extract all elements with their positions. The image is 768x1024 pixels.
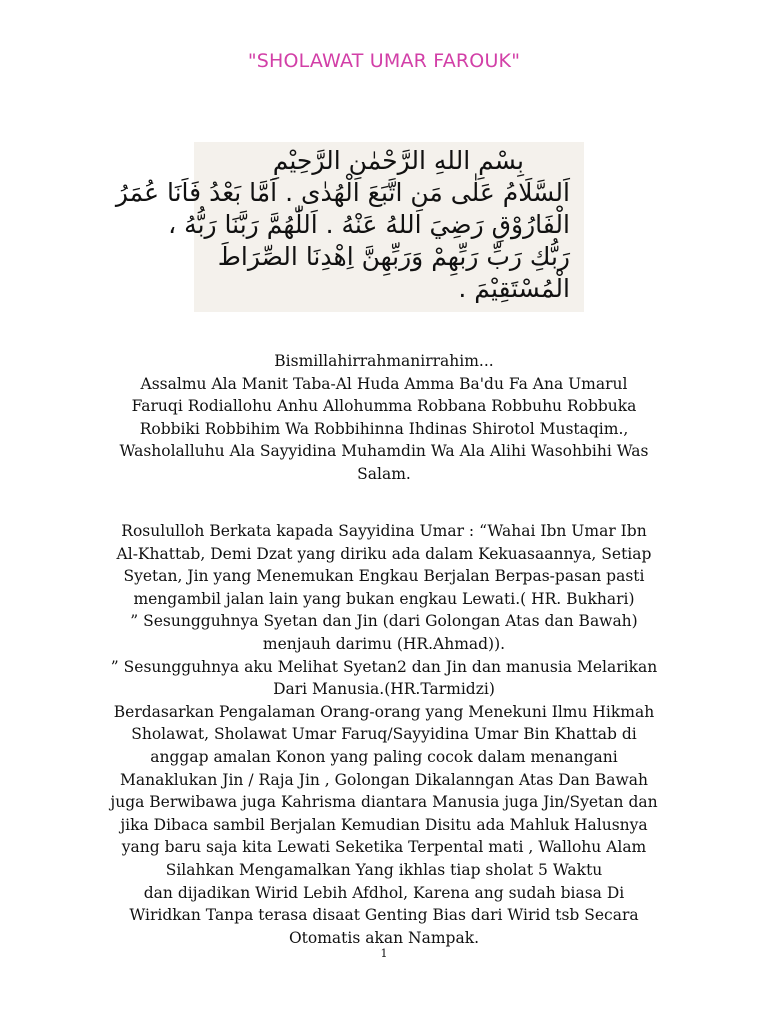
text-line: ” Sesungguhnya Syetan dan Jin (dari Golongan Atas dan Bawah) bbox=[130, 612, 638, 631]
text-line: Syetan, Jin yang Menemukan Engkau Berjalan Berpas-pasan pasti bbox=[123, 567, 645, 586]
text-line: Bismillahirrahmanirrahim... bbox=[274, 352, 494, 370]
arabic-line: الْفَارُوْقِ رَضِيَ اللهُ عَنْهُ . اَللّٰهُمَّ رَبَّنَا رَبُّهُ ، bbox=[168, 210, 570, 239]
arabic-line: بِسْمِ اللهِ الرَّحْمٰنِ الرَّحِيْمِ bbox=[272, 146, 524, 175]
text-line: Assalmu Ala Manit Taba-Al Huda Amma Ba'du Fa Ana Umarul bbox=[140, 374, 628, 393]
text-line: anggap amalan Konon yang paling cocok dalam menangani bbox=[150, 747, 618, 766]
text-line: Washolalluhu Ala Sayyidina Muhamdin Wa Ala Alihi Wasohbihi Was bbox=[119, 442, 649, 461]
text-line: Manaklukan Jin / Raja Jin , Golongan Dikalanngan Atas Dan Bawah bbox=[120, 770, 648, 789]
arabic-line: رَبُّكِ رَبِّ رَبِّهِمْ وَرَبِّهِنَّ اِهْدِنَا الصِّرَاطَ bbox=[217, 242, 570, 271]
text-line: juga Berwibawa juga Kahrisma diantara Manusia juga Jin/Syetan dan bbox=[110, 793, 658, 812]
text-line: Berdasarkan Pengalaman Orang-orang yang Menekuni Ilmu Hikmah bbox=[113, 702, 655, 721]
text-line: Faruqi Rodiallohu Anhu Allohumma Robbana Robbuhu Robbuka bbox=[131, 397, 637, 416]
text-line: jika Dibaca sambil Berjalan Kemudian Disitu ada Mahluk Halusnya bbox=[120, 815, 648, 834]
arabic-text-image bbox=[115, 142, 584, 312]
page-number: 1 bbox=[380, 947, 388, 960]
text-line: Wiridkan Tanpa terasa disaat Genting Bias dari Wirid tsb Secara bbox=[129, 906, 639, 925]
arabic-line: الْمُسْتَقِيْمَ . bbox=[458, 274, 570, 303]
text-line: mengambil jalan lain yang bukan engkau Lewati.( HR. Bukhari) bbox=[133, 589, 635, 608]
page-title: "SHOLAWAT UMAR FAROUK" bbox=[247, 50, 521, 72]
text-line: Robbiki Robbihim Wa Robbihinna Ihdinas Shirotol Mustaqim., bbox=[139, 419, 629, 438]
explanation-paragraph bbox=[80, 520, 688, 949]
text-line: Sholawat, Sholawat Umar Faruq/Sayyidina Umar Bin Khattab di bbox=[131, 725, 637, 744]
text-line: yang baru saja kita Lewati Seketika Terpental mati , Wallohu Alam bbox=[121, 838, 647, 857]
text-line: Otomatis akan Nampak. bbox=[288, 928, 480, 947]
text-line: Silahkan Mengamalkan Yang ikhlas tiap sholat 5 Waktu bbox=[165, 860, 603, 879]
text-line: Salam. bbox=[357, 464, 411, 483]
text-line: dan dijadikan Wirid Lebih Afdhol, Karena ang sudah biasa Di bbox=[143, 883, 625, 902]
text-line: Al-Khattab, Demi Dzat yang diriku ada dalam Kekuasaannya, Setiap bbox=[116, 544, 652, 563]
text-line: Dari Manusia.(HR.Tarmidzi) bbox=[273, 680, 495, 699]
arabic-line: اَلسَّلَامُ عَلٰى مَنِ اتَّبَعَ الْهُدٰى . اَمَّا بَعْدُ فَاَنَا عُمَرُ bbox=[115, 178, 570, 207]
text-line: Rosululloh Berkata kapada Sayyidina Umar : “Wahai Ibn Umar Ibn bbox=[121, 522, 647, 540]
text-line: menjauh darimu (HR.Ahmad)). bbox=[262, 634, 506, 653]
text-line: ” Sesungguhnya aku Melihat Syetan2 dan Jin dan manusia Melarikan bbox=[110, 657, 658, 676]
transliteration-paragraph bbox=[80, 350, 688, 486]
